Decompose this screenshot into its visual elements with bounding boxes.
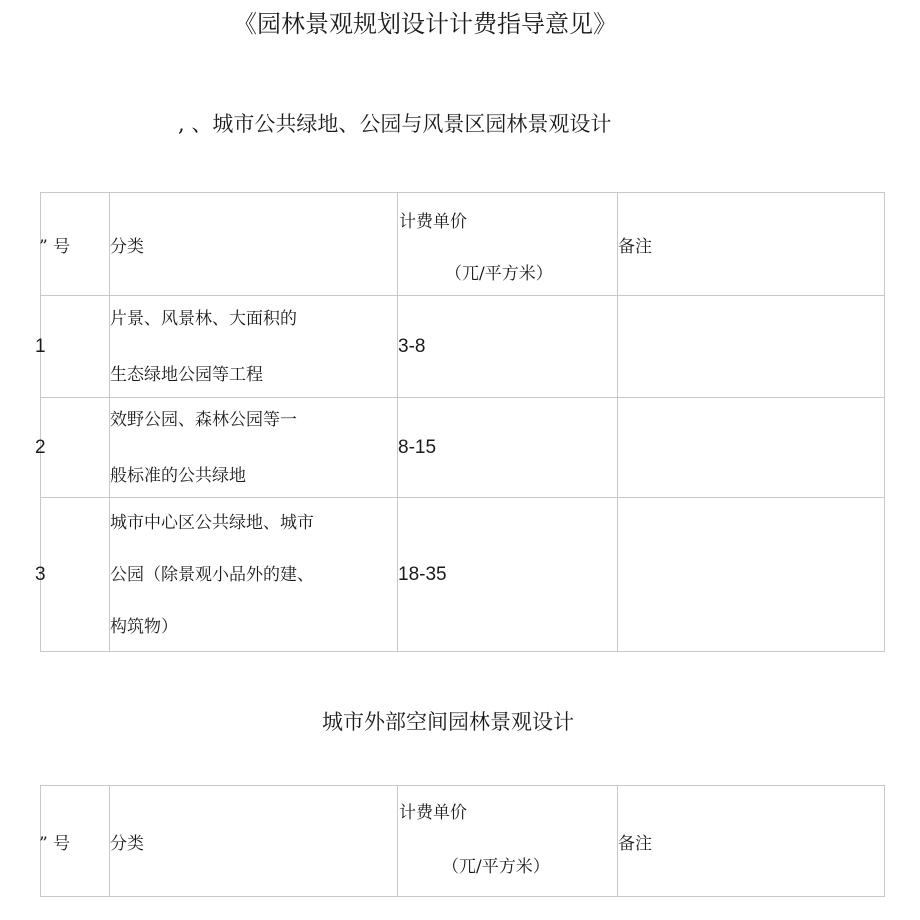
header-price bbox=[398, 193, 618, 296]
header-category: 分类 bbox=[110, 193, 398, 296]
row-price: 18-35 bbox=[398, 498, 618, 652]
header-note: 备注 bbox=[618, 786, 885, 897]
header-index: ” 号 bbox=[41, 786, 110, 897]
table-row bbox=[41, 498, 885, 652]
fee-table-urban-green bbox=[35, 192, 885, 652]
table-header-row bbox=[41, 193, 885, 296]
row-index: 2 bbox=[41, 398, 110, 498]
row-price: 8-15 bbox=[398, 398, 618, 498]
header-price-unit: （兀/平方米） bbox=[445, 264, 553, 284]
document-title: 《园林景观规划设计计费指导意见》 bbox=[233, 10, 617, 38]
fee-table-external-space bbox=[40, 785, 885, 897]
table-row bbox=[41, 398, 885, 498]
header-index: ” 号 bbox=[41, 193, 110, 296]
header-price-label: 计费单价 bbox=[399, 212, 467, 232]
header-note: 备注 bbox=[618, 193, 885, 296]
row-index: 1 bbox=[41, 296, 110, 398]
row-note bbox=[618, 498, 885, 652]
row-price: 3-8 bbox=[398, 296, 618, 398]
header-category: 分类 bbox=[110, 786, 398, 897]
header-price-label: 计费单价 bbox=[399, 803, 467, 823]
section-heading-external-space: 城市外部空间园林景观设计 bbox=[322, 710, 574, 734]
row-category: 效野公园、森林公园等一 般标准的公共绿地 bbox=[110, 398, 398, 498]
row-index: 3 bbox=[41, 498, 110, 652]
table-row bbox=[41, 296, 885, 398]
row-category: 片景、风景林、大面积的 生态绿地公园等工程 bbox=[110, 296, 398, 398]
table-header-row bbox=[41, 786, 885, 897]
row-note bbox=[618, 296, 885, 398]
row-note bbox=[618, 398, 885, 498]
row-category: 城市中心区公共绿地、城市 公园（除景观小品外的建、 构筑物） bbox=[110, 498, 398, 652]
header-price-unit: （兀/平方米） bbox=[442, 857, 550, 877]
section-heading-urban-green: , 、城市公共绿地、公园与风景区园林景观设计 bbox=[178, 112, 612, 136]
header-price bbox=[398, 786, 618, 897]
